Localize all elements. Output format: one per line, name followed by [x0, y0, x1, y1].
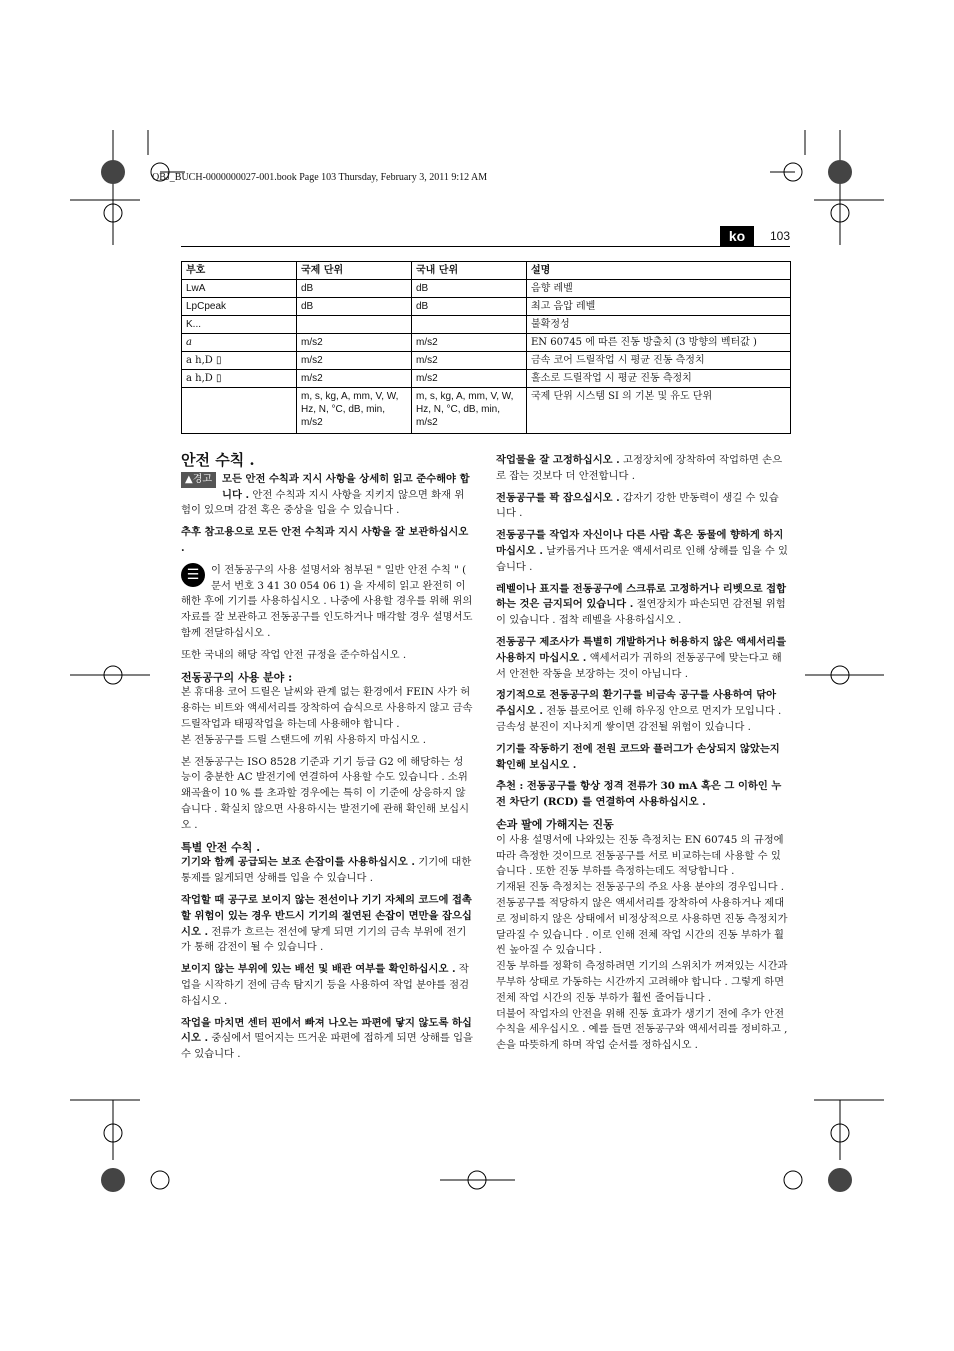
table-row — [182, 388, 791, 434]
table-cell — [412, 316, 527, 334]
body-text: 기기에 대한 통제를 잃게되면 상해를 입을 수 있습니다 . — [181, 856, 472, 885]
body-text: 안전 수칙과 지시 사항을 지키지 않으면 화재 위험이 있으며 감전 혹은 중상을 입을 수 있습니다 . — [181, 488, 465, 517]
instruction — [181, 855, 473, 887]
table-row — [182, 280, 791, 298]
instruction — [496, 453, 788, 485]
body-text: 액세서리가 귀하의 전동공구에 맞는다고 해서 안전한 작동을 보장하는 것이 아닙니다 . — [496, 651, 782, 680]
symbols-table — [181, 261, 791, 434]
table-cell: LwA — [182, 280, 297, 298]
bold-text: 전동공구 제조사가 특별히 개발하거나 허용하지 않은 액세서리를 사용하지 마십시오 . — [496, 635, 787, 664]
instruction — [181, 1016, 473, 1063]
table-cell: m/s2 — [297, 370, 412, 388]
language-badge: ko — [720, 226, 754, 246]
body-text: 전류가 흐르는 전선에 닿게 되면 기기의 금속 부위에 전기가 통해 감전이 될 수 있습니다 . — [181, 925, 467, 954]
read-manual-icon: ☰ — [181, 563, 205, 587]
table-cell: 불확정성 — [527, 316, 791, 334]
table-cell: K... — [182, 316, 297, 334]
instruction — [496, 635, 788, 682]
bold-text: 보이지 않는 부위에 있는 배선 및 배관 여부를 확인하십시오 . — [181, 963, 456, 976]
bold-text: 전동공구를 꽉 잡으십시오 . — [496, 491, 620, 504]
table-cell: 국제 단위 시스템 SI 의 기본 및 유도 단위 — [527, 388, 791, 434]
body-text: 갑자기 강한 반동력이 생길 수 있습니다 . — [496, 491, 779, 520]
table-header-row — [182, 262, 791, 280]
use-paragraph: 본 휴대용 코어 드릴은 날씨와 관계 없는 환경에서 FEIN 사가 허용하는 비트와 액세서리를 장착하여 습식으로 사용하지 않고 금속 드릴작업과 태핑작업을 하는데 사용해야 합니다 . — [181, 686, 473, 730]
table-cell: dB — [297, 298, 412, 316]
bold-text: 기기와 함께 공급되는 보조 손잡이를 사용하십시오 . — [181, 856, 415, 869]
instruction — [496, 528, 788, 575]
vibration-paragraph: 이 사용 설명서에 나와있는 진동 측정치는 EN 60745 의 규정에 따라 측정한 것이므로 전동공구를 서로 비교하는데 사용할 수 있습니다 . 또한 진동 부하를 측정하는데도 적당합니다 . — [496, 833, 784, 878]
table-cell: LpCpeak — [182, 298, 297, 316]
manual-paragraph — [181, 563, 473, 642]
table-cell: m, s, kg, A, mm, V, W, Hz, N, °C, dB, min, m/s2 — [297, 388, 412, 434]
body-text: 이 전동공구의 사용 설명서와 첨부된 " 일반 안전 수칙 " ( 문서 번호 3 41 30 054 06 1) 을 자세히 읽고 완전히 이해한 후에 기기를 사용하십시오 . 나중에 사용할 경우를 위해 위의 자료를 잘 보관하고 전동공구를 인도하거나 매각할 경우 설명서도 함께 전달하십시오 . — [181, 563, 473, 639]
bold-text: 작업물을 잘 고정하십시오 . — [496, 454, 620, 466]
keep-instructions: 추후 참고용으로 모든 안전 수칙과 지시 사항을 잘 보관하십시오 . — [181, 526, 469, 554]
use-paragraph: 본 전동공구를 드릴 스탠드에 끼워 사용하지 마십시오 . — [181, 733, 427, 746]
instruction — [181, 893, 473, 956]
warning-paragraph — [181, 472, 473, 519]
bold-text: 전동공구를 작업자 자신이나 다른 사람 혹은 동물에 향하게 하지 마십시오 . — [496, 529, 784, 557]
body-text: 고정장치에 장착하여 작업하면 손으로 잡는 것보다 더 안전합니다 . — [496, 454, 783, 482]
table-cell: a — [182, 334, 297, 352]
subsection-title: 전동공구의 사용 분야 : — [181, 670, 293, 684]
vibration-paragraph: 더불어 작업자의 안전을 위해 진동 효과가 생기기 전에 추가 안전 수칙을 세우십시오 . 예를 들면 전동공구와 액세서리를 정비하고 , 손을 따뜻하게 하며 작업 순서를 정하십시오 . — [496, 1007, 788, 1052]
use-paragraph: 본 전동공구는 ISO 8528 기준과 기기 등급 G2 에 해당하는 성능이 충분한 AC 발전기에 연결하여 사용할 수도 있습니다 . 소위 왜곡율이 10 % 를 초과할 경우에는 특히 이 기준에 상응하지 않습니다 . 확실치 않으면 사용하시는 발전기에 관해 확인해 보십시오 . — [181, 755, 470, 831]
table-cell: 음향 레벨 — [527, 280, 791, 298]
table-header: 국내 단위 — [412, 262, 527, 280]
table-row — [182, 334, 791, 352]
bold-text: 정기적으로 전동공구의 환기구를 비금속 공구를 사용하여 닦아 주십시오 . — [496, 689, 777, 718]
warning-icon: ▲경고 — [181, 472, 216, 488]
page-number: 103 — [770, 229, 791, 243]
table-cell — [182, 388, 297, 434]
table-header: 부호 — [182, 262, 297, 280]
table-cell: m/s2 — [412, 370, 527, 388]
table-cell: 최고 음압 레벨 — [527, 298, 791, 316]
table-cell-symbol: a h,D — [186, 355, 213, 366]
table-row — [182, 298, 791, 316]
body-text: 날카롭거나 뜨거운 액세서리로 인해 상해를 입을 수 있습니다 . — [496, 544, 788, 573]
table-cell — [182, 352, 297, 370]
file-header-line: OBJ_BUCH-0000000027-001.book Page 103 Thursday, February 3, 2011 9:12 AM — [152, 172, 488, 183]
table-cell: dB — [297, 280, 412, 298]
body-text: 작업을 시작하기 전에 금속 탐지기 등을 사용하여 작업 분야를 점검하십시오 . — [181, 963, 470, 1007]
table-cell: 홀소로 드릴작업 시 평균 진동 측정치 — [527, 370, 791, 388]
vibration-paragraph: 진동 부하를 정확히 측정하려면 기기의 스위치가 꺼져있는 시간과 무부하 상태로 가동하는 시간까지 고려해야 합니다 . 그렇게 하면 전체 작업 시간의 진동 부하가 훨씬 줄어듭니다 . — [496, 960, 788, 1004]
table-cell-symbol: a h,D — [186, 373, 213, 384]
table-header: 설명 — [527, 262, 791, 280]
instruction — [496, 688, 788, 735]
instruction — [181, 962, 473, 1009]
table-cell: EN 60745 에 따른 진동 방출치 (3 방향의 벡터값 ) — [527, 334, 791, 352]
body-text: 중심에서 떨어지는 뜨거운 파편에 접하게 되면 상해를 입을 수 있습니다 . — [181, 1032, 473, 1061]
table-cell: m/s2 — [412, 352, 527, 370]
table-cell: 금속 코어 드릴작업 시 평균 진동 측정치 — [527, 352, 791, 370]
national-regulations: 또한 국내의 해당 작업 안전 규정을 준수하십시오 . — [181, 648, 407, 661]
bold-text: 작업을 마치면 센터 핀에서 빠져 나오는 파편에 닿지 않도록 하십시오 . — [181, 1016, 472, 1045]
bold-text: 레벨이나 표지를 전동공구에 스크류로 고정하거나 리벳으로 접합하는 것은 금지되어 있습니다 . — [496, 582, 787, 611]
section-title: 안전 수칙 . — [181, 451, 255, 469]
table-cell: m/s2 — [412, 334, 527, 352]
instruction — [496, 582, 788, 629]
table-header: 국제 단위 — [297, 262, 412, 280]
subsection-title: 손과 팔에 가해지는 진동 — [496, 817, 614, 831]
right-column — [496, 453, 788, 1054]
left-column — [181, 453, 473, 1069]
body-text: 전동 블로어로 인해 하우징 안으로 먼지가 모입니다 . 금속성 분진이 지나치게 쌓이면 감전될 위험이 있습니다 . — [496, 705, 782, 733]
drill-core-icon: ▯ — [215, 355, 222, 366]
subsection-title: 특별 안전 수칙 . — [181, 840, 261, 854]
table-cell: m/s2 — [297, 334, 412, 352]
table-row — [182, 370, 791, 388]
table-cell — [297, 316, 412, 334]
table-cell: m/s2 — [297, 352, 412, 370]
body-text: 절연장치가 파손되면 감전될 위험이 있습니다 . 접착 레벨을 사용하십시오 . — [496, 598, 786, 627]
instruction: 추천 : 전동공구를 항상 정격 전류가 30 mA 혹은 그 이하인 누전 차단기 (RCD) 를 연결하여 사용하십시오 . — [496, 780, 782, 809]
table-cell: dB — [412, 280, 527, 298]
header-rule — [181, 246, 790, 247]
bold-text: 작업할 때 공구로 보이지 않는 전선이나 기기 자체의 코드에 접촉할 위험이 있는 경우 반드시 기기의 절연된 손잡이 면만을 잡으십시오 . — [181, 893, 472, 938]
vibration-paragraph: 기재된 진동 측정치는 전동공구의 주요 사용 분야의 경우입니다 . 전동공구를 적당하지 않은 액세서리를 장착하여 사용하거나 제대로 정비하지 않은 상태에서 비정상적으로 사용하면 진동 측정치가 달라질 수 있습니다 . 이로 인해 전체 작업 시간의 진동 부하가 훨씬 높아질 수 있습니다 . — [496, 881, 788, 957]
table-cell — [182, 370, 297, 388]
table-row — [182, 352, 791, 370]
table-cell: dB — [412, 298, 527, 316]
instruction: 기기를 작동하기 전에 전원 코드와 플러그가 손상되지 않았는지 확인해 보십시오 . — [496, 742, 780, 771]
instruction — [496, 491, 788, 523]
hole-saw-icon: ▯ — [215, 373, 222, 384]
table-cell: m, s, kg, A, mm, V, W, Hz, N, °C, dB, min, m/s2 — [412, 388, 527, 434]
bold-text: 모든 안전 수칙과 지시 사항을 상세히 읽고 준수해야 합니다 . — [222, 472, 470, 501]
table-row — [182, 316, 791, 334]
